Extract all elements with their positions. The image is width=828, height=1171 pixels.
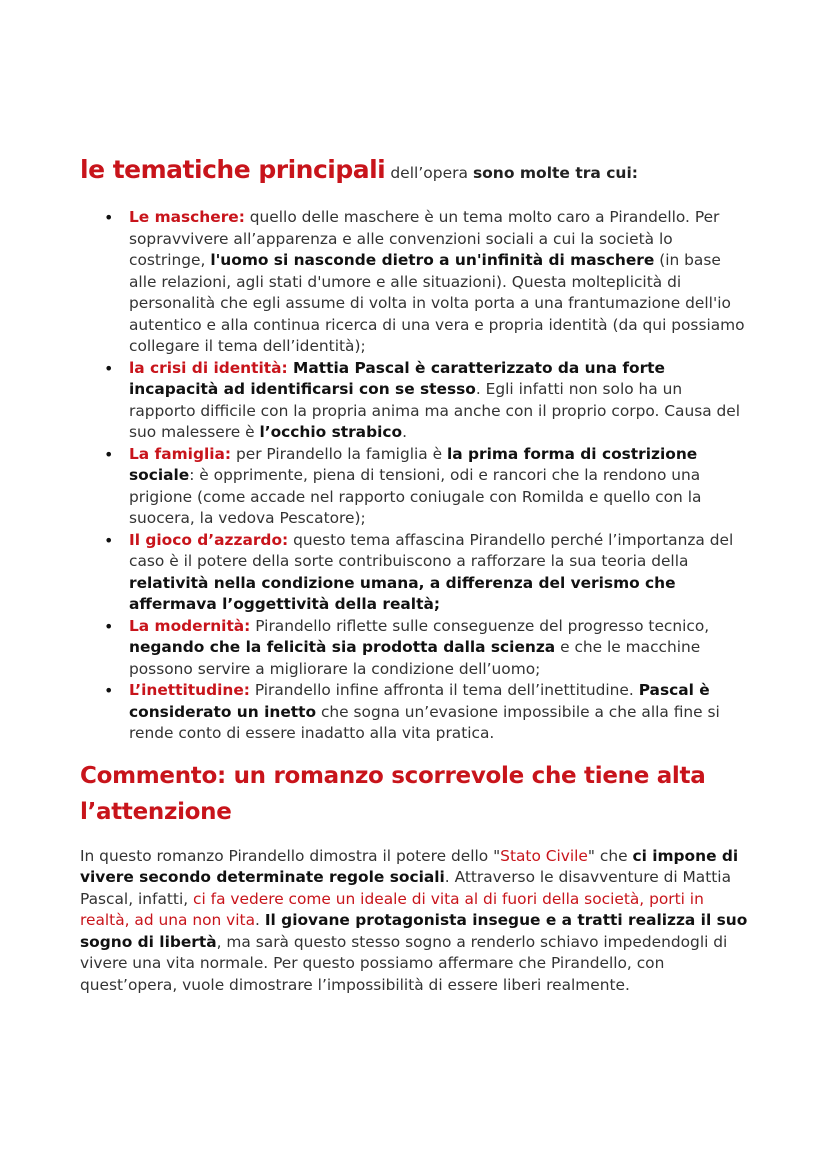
ideal-highlight: ci fa vedere come un ideale di vita al di fuori della società, porti in realtà, ad una non vita — [80, 889, 704, 929]
theme-label: L’inettitudine: — [129, 681, 250, 699]
theme-label: La modernità: — [129, 616, 251, 635]
theme-label: Le maschere: — [129, 208, 245, 226]
themes-heading-title: le tematiche principali — [80, 155, 386, 184]
list-item-modernita: • La modernità: Pirandello riflette sulle conseguenze del progresso tecnico, negando che la felicità sia prodotta dalla scienza e che le macchine possono servire a migliorare la condizione dell’uomo; — [129, 616, 752, 681]
theme-label: Il gioco d’azzardo: — [129, 530, 289, 549]
themes-list — [80, 207, 752, 745]
themes-heading-bold: sono molte tra cui: — [472, 164, 638, 182]
stato-civile-highlight: Stato Civile — [500, 846, 588, 865]
document-page — [80, 150, 752, 996]
list-item-inettitudine: • L’inettitudine: Pirandello infine affronta il tema dell’inettitudine. Pascal è considerato un inetto che sogna un’evasione impossibile a che alla fine si rende conto di essere inadatto alla vita pratica. — [129, 680, 752, 745]
list-item-maschere: • Le maschere: quello delle maschere è un tema molto caro a Pirandello. Per sopravvivere all’apparenza e alle convenzioni sociali a cui la società lo costringe, l'uomo si nasconde dietro a un'infinità di maschere (in base alle relazioni, agli stati d'umore e alle situazioni). Questa molteplicità di personalità che egli assume di volta in volta porta a una frantumazione dell'io autentico e alla continua ricerca di una vera e propria identità (da qui possiamo collegare il tema dell’identità); — [129, 207, 752, 358]
themes-heading — [80, 150, 752, 193]
list-item-famiglia: • La famiglia: per Pirandello la famiglia è la prima forma di costrizione sociale: è opprimente, piena di tensioni, odi e rancori che la rendono una prigione (come accade nel rapporto coniugale con Romilda e quello con la suocera, la vedova Pescatore); — [129, 444, 752, 530]
themes-heading-plain: dell’opera — [390, 164, 468, 182]
list-item-gioco-azzardo: • Il gioco d’azzardo: questo tema affascina Pirandello perché l’importanza del caso è il potere della sorte contribuiscono a rafforzare la sua teoria della relatività nella condizione umana, a differenza del verismo che affermava l’oggettività della realtà; — [129, 530, 752, 616]
theme-label: La famiglia: — [129, 444, 232, 463]
comment-heading: Commento: un romanzo scorrevole che tiene alta l’attenzione — [80, 762, 706, 825]
list-item-crisi-identita: • la crisi di identità: Mattia Pascal è caratterizzato da una forte incapacità ad identificarsi con se stesso. Egli infatti non solo ha un rapporto difficile con la propria anima ma anche con il proprio corpo. Causa del suo malessere è l’occhio strabico. — [129, 358, 752, 444]
comment-paragraph: In questo romanzo Pirandello dimostra il potere dello "Stato Civile" che ci impone di vivere secondo determinate regole sociali. Attraverso le disavventure di Mattia Pascal, infatti, ci fa vedere come un ideale di vita al di fuori della società, porti in realtà, ad una non vita. Il giovane protagonista insegue e a tratti realizza il suo sogno di libertà, ma sarà questo stesso sogno a renderlo schiavo impedendogli di vivere una vita normale. Per questo possiamo affermare che Pirandello, con quest’opera, vuole dimostrare l’impossibilità di essere liberi realmente. — [80, 846, 748, 994]
theme-label: la crisi di identità: — [129, 358, 288, 377]
